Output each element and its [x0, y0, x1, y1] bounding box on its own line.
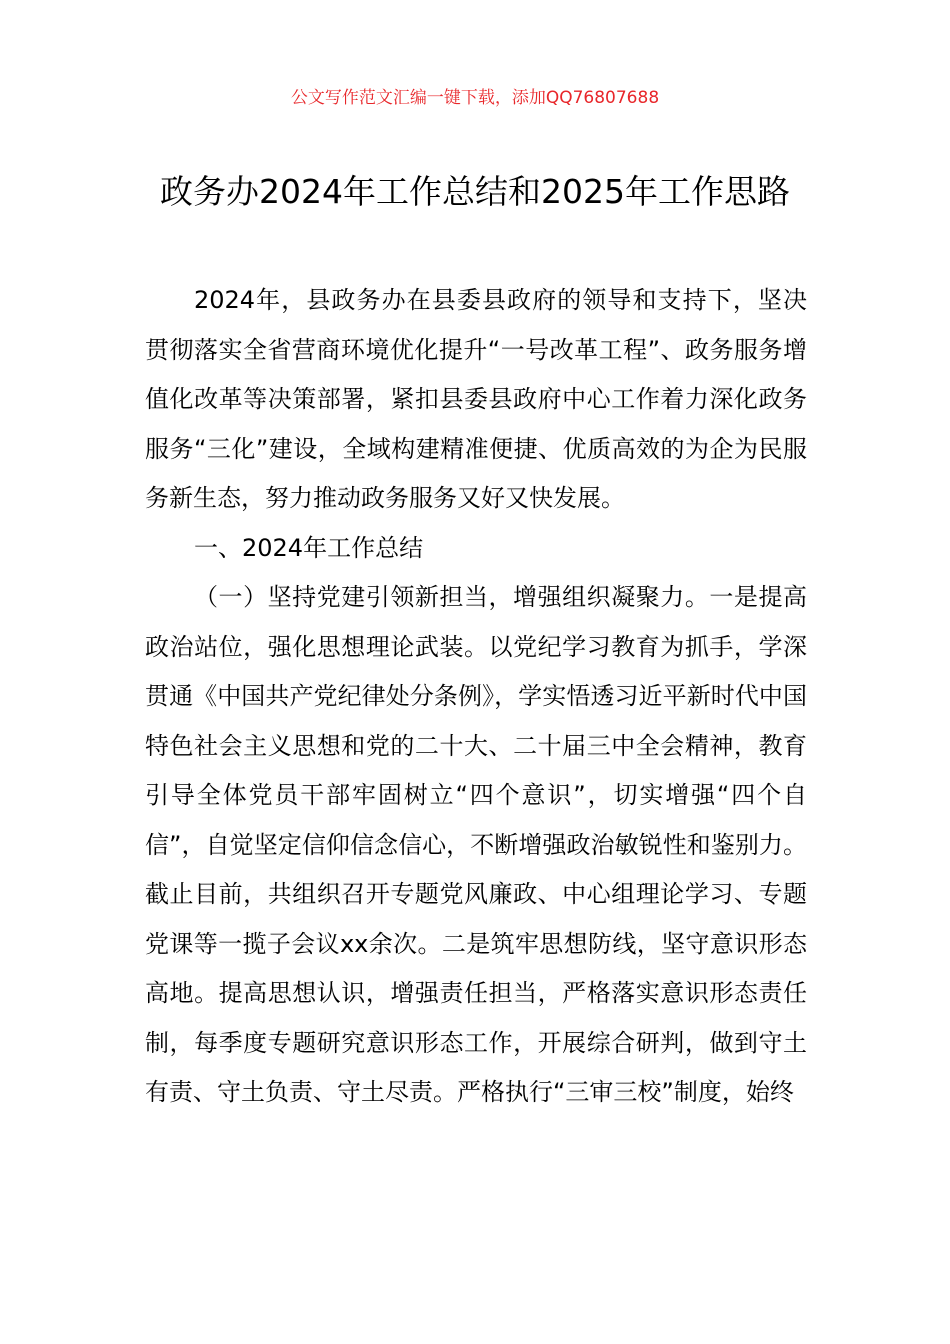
section-paragraph: （一）坚持党建引领新担当，增强组织凝聚力。一是提高政治站位，强化思想理论武装。以党纪学习教育为抓手，学深贯通《中国共产党纪律处分条例》，学实悟透习近平新时代中国特色社会主义思想和党的二十大、二十届三中全会精神，教育引导全体党员干部牢固树立“四个意识”，切实增强“四个自信”，自觉坚定信仰信念信心，不断增强政治敏锐性和鉴别力。截止目前，共组织召开专题党风廉政、中心组理论学习、专题党课等一揽子会议xx余次。二是筑牢思想防线，坚守意识形态高地。提高思想认识，增强责任担当，严格落实意识形态责任制，每季度专题研究意识形态工作，开展综合研判，做到守土有责、守土负责、守土尽责。严格执行“三审三校”制度，始终 [145, 583, 807, 1106]
download-promo-header: 公文写作范文汇编一键下载，添加QQ76807688 [290, 88, 660, 108]
document-body [145, 276, 807, 1118]
intro-paragraph: 2024年，县政务办在县委县政府的领导和支持下，坚决贯彻落实全省营商环境优化提升“一号改革工程”、政务服务增值化改革等决策部署，紧扣县委县政府中心工作着力深化政务服务“三化”建设，全域构建精准便捷、优质高效的为企为民服务新生态，努力推动政务服务又好又快发展。 [145, 286, 807, 512]
document-title: 政务办2024年工作总结和2025年工作思路 [160, 172, 790, 211]
section-heading: 一、2024年工作总结 [194, 533, 424, 562]
